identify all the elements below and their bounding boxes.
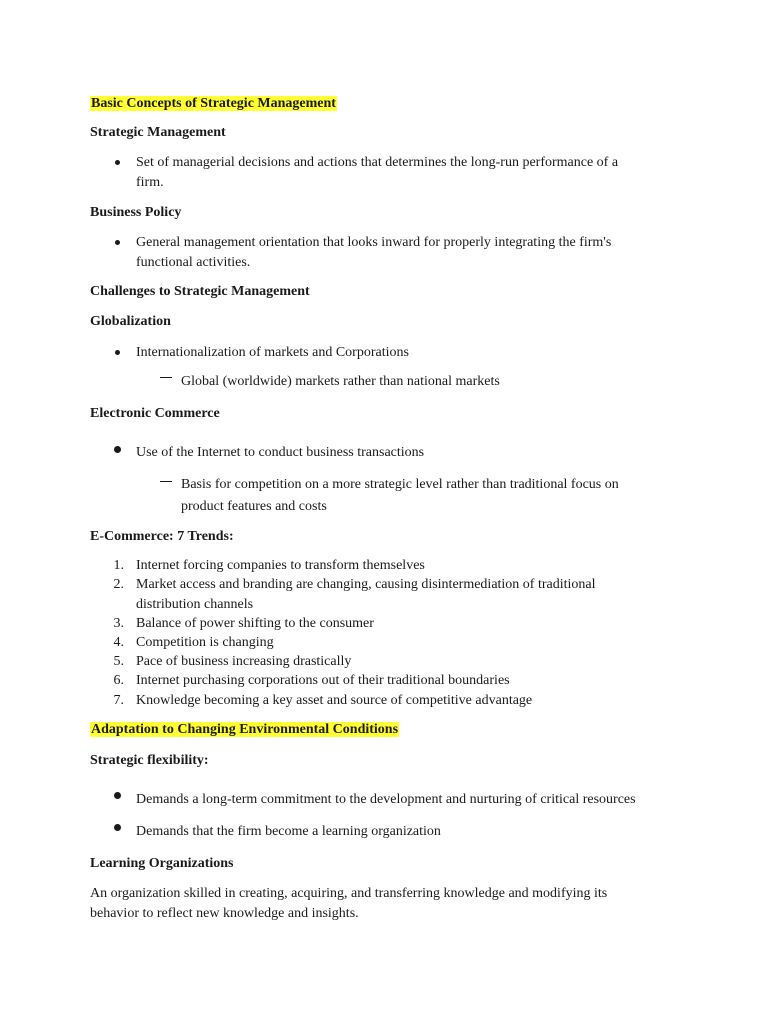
- heading-electronic-commerce: Electronic Commerce: [90, 406, 220, 421]
- heading-challenges: Challenges to Strategic Management: [90, 284, 310, 299]
- list-item-text: Knowledge becoming a key asset and source of competitive advantage: [136, 693, 533, 708]
- bullet-icon: [115, 350, 120, 355]
- heading-adaptation: [90, 720, 399, 739]
- heading-strategic-management: Strategic Management: [90, 125, 226, 140]
- list-number: 4.: [113, 635, 124, 650]
- title-highlight: Basic Concepts of Strategic Management: [91, 96, 336, 111]
- list-item-text: Internet purchasing corporations out of their traditional boundaries: [136, 673, 510, 688]
- list-number: 1.: [113, 558, 124, 573]
- heading-trends: E-Commerce: 7 Trends:: [90, 529, 234, 544]
- ec-sub-bullet-line-1: Basis for competition on a more strategic level rather than traditional focus on: [181, 477, 619, 492]
- bullet-icon: [114, 824, 121, 831]
- list-item-text: Balance of power shifting to the consumer: [136, 616, 374, 631]
- heading-business-policy: Business Policy: [90, 205, 182, 220]
- bp-bullet-line-1: General management orientation that looks inward for properly integrating the firm's: [136, 235, 612, 250]
- document-title: [90, 94, 337, 113]
- list-item-text: Internet forcing companies to transform themselves: [136, 558, 425, 573]
- list-item-text-cont: distribution channels: [136, 597, 254, 612]
- dash-icon: [160, 481, 172, 482]
- list-item-text: Competition is changing: [136, 635, 274, 650]
- sm-bullet-line-1: Set of managerial decisions and actions that determines the long-run performance of a: [136, 155, 619, 170]
- bullet-icon: [115, 240, 120, 245]
- glob-sub-bullet: Global (worldwide) markets rather than national markets: [181, 374, 500, 389]
- adaptation-highlight: Adaptation to Changing Environmental Conditions: [91, 722, 399, 737]
- bullet-icon: [114, 446, 121, 453]
- flex-bullet-1: Demands a long-term commitment to the development and nurturing of critical resources: [136, 792, 636, 807]
- heading-strategic-flexibility: Strategic flexibility:: [90, 753, 209, 768]
- flex-bullet-2: Demands that the firm become a learning organization: [136, 824, 441, 839]
- list-number: 5.: [113, 654, 124, 669]
- list-number: 7.: [113, 693, 124, 708]
- lo-paragraph-line-2: behavior to reflect new knowledge and insights.: [90, 906, 359, 921]
- dash-icon: [160, 377, 172, 378]
- heading-globalization: Globalization: [90, 314, 171, 329]
- list-number: 3.: [113, 616, 124, 631]
- list-item-text: Market access and branding are changing, causing disintermediation of traditional: [136, 577, 596, 592]
- list-number: 6.: [113, 673, 124, 688]
- ec-bullet: Use of the Internet to conduct business transactions: [136, 445, 425, 460]
- lo-paragraph-line-1: An organization skilled in creating, acquiring, and transferring knowledge and modifying its: [90, 886, 608, 901]
- sm-bullet-line-2: firm.: [136, 175, 164, 190]
- ec-sub-bullet-line-2: product features and costs: [181, 499, 327, 514]
- bp-bullet-line-2: functional activities.: [136, 255, 251, 270]
- heading-learning-organizations: Learning Organizations: [90, 856, 234, 871]
- list-item-text: Pace of business increasing drastically: [136, 654, 352, 669]
- bullet-icon: [115, 160, 120, 165]
- bullet-icon: [114, 792, 121, 799]
- list-number: 2.: [113, 577, 124, 592]
- glob-bullet: Internationalization of markets and Corporations: [136, 345, 409, 360]
